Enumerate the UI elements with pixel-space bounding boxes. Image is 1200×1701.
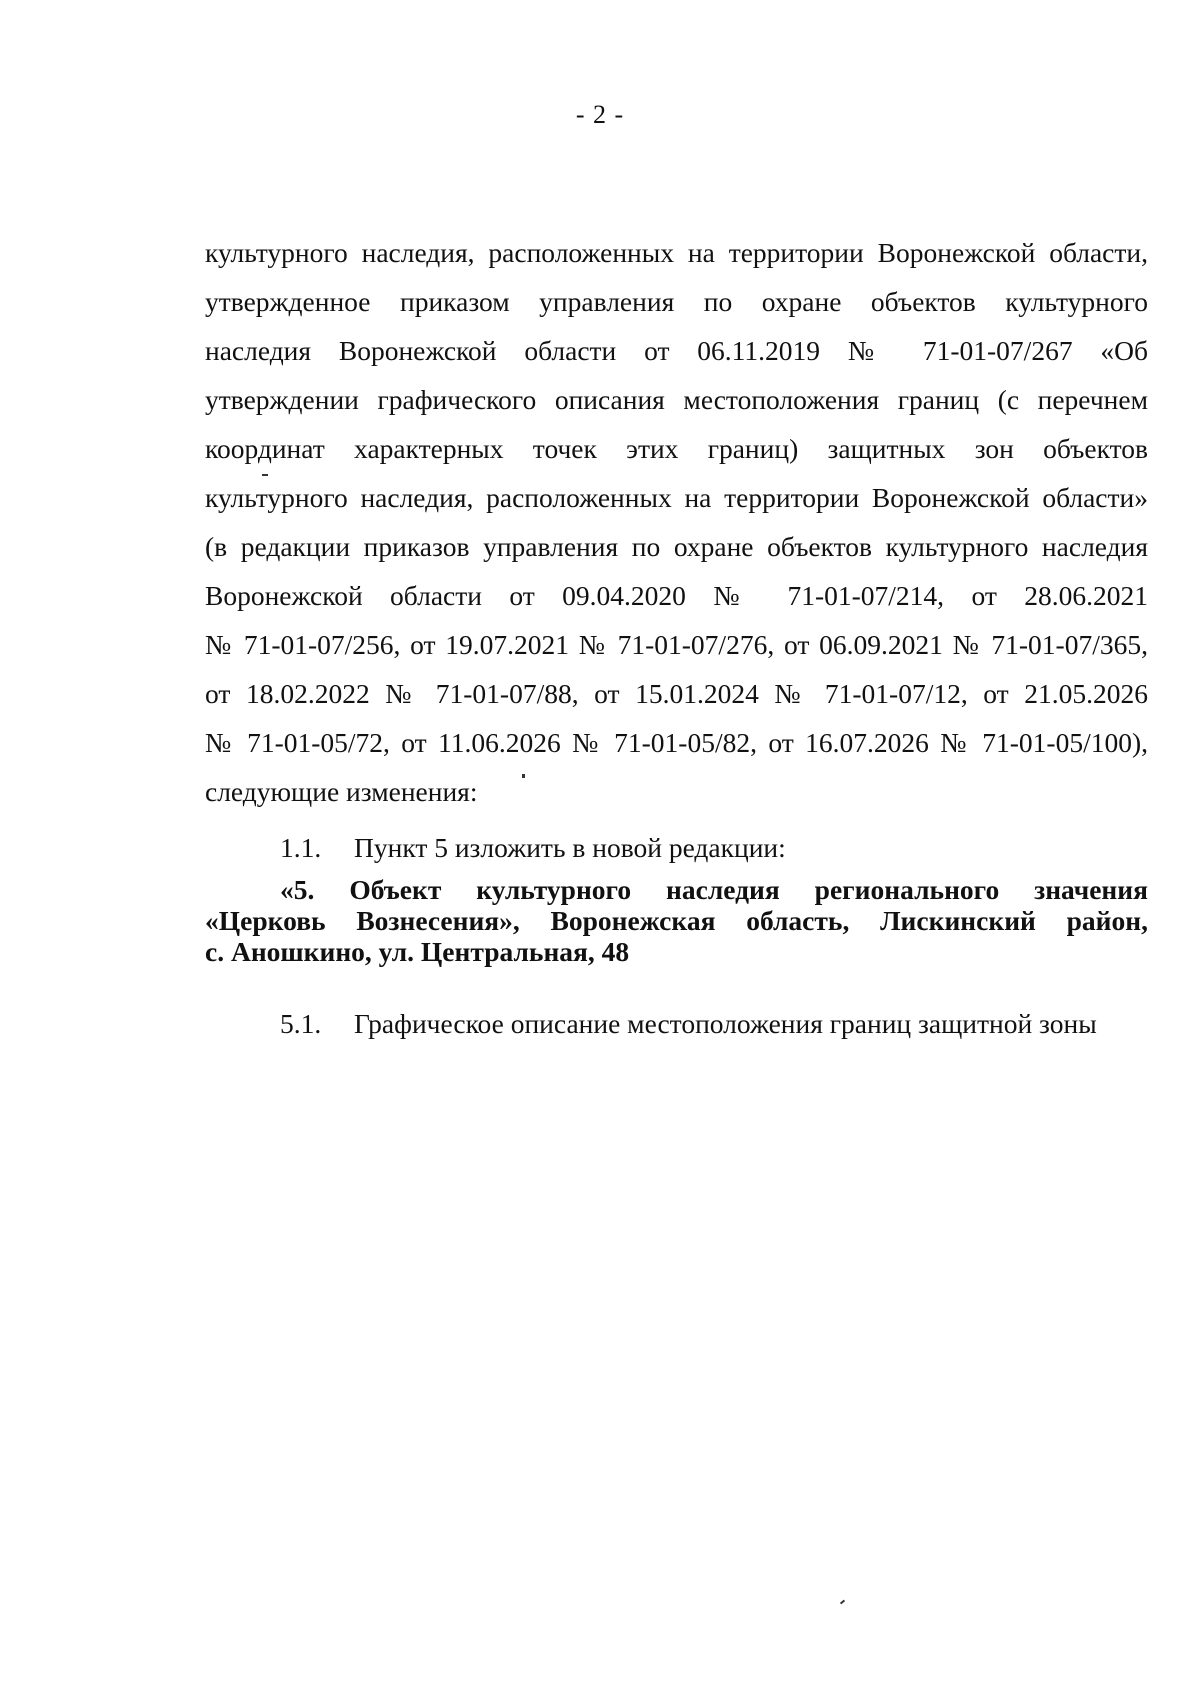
object-heading (205, 874, 1148, 967)
list-item-5-1 (280, 1008, 1097, 1040)
paragraph-line: следующие изменения: (205, 776, 478, 807)
paragraph-line: Воронежской области от 09.04.2020 № 71-01-07/214, от 28.06.2021 (205, 580, 1148, 611)
paragraph-line: № 71-01-07/256, от 19.07.2021 № 71-01-07/276, от 06.09.2021 № 71-01-07/365, (205, 629, 1148, 660)
scan-speck (840, 1600, 845, 1605)
paragraph-line: утверждении графического описания местоположения границ (с перечнем (205, 384, 1148, 415)
scan-speck (262, 474, 268, 476)
paragraph-line: утвержденное приказом управления по охране объектов культурного (205, 286, 1148, 317)
paragraph-line: наследия Воронежской области от 06.11.2019 № 71-01-07/267 «Об (205, 335, 1148, 366)
heading-line: «Церковь Вознесения», Воронежская область, Лискинский район, (205, 905, 1148, 936)
heading-line: «5. Объект культурного наследия регионального значения (280, 874, 1148, 905)
paragraph-line: № 71-01-05/72, от 11.06.2026 № 71-01-05/82, от 16.07.2026 № 71-01-05/100), (205, 727, 1148, 758)
list-item-1-1 (280, 832, 786, 864)
paragraph-line: координат характерных точек этих границ) защитных зон объектов (205, 433, 1148, 464)
heading-line: с. Аношкино, ул. Центральная, 48 (205, 936, 630, 967)
amendment-paragraph (205, 228, 1148, 816)
paragraph-line: культурного наследия, расположенных на территории Воронежской области» (205, 482, 1148, 513)
paragraph-line: от 18.02.2022 № 71-01-07/88, от 15.01.2024 № 71-01-07/12, от 21.05.2026 (205, 678, 1148, 709)
item-number: 5.1. (280, 1008, 322, 1039)
page-number: - 2 - (575, 100, 625, 129)
paragraph-line: культурного наследия, расположенных на территории Воронежской области, (205, 237, 1148, 268)
item-text: Графическое описание местоположения границ защитной зоны (354, 1008, 1097, 1039)
scan-speck (522, 774, 525, 778)
item-number: 1.1. (280, 832, 322, 863)
item-text: Пункт 5 изложить в новой редакции: (354, 832, 786, 863)
paragraph-line: (в редакции приказов управления по охране объектов культурного наследия (205, 531, 1148, 562)
